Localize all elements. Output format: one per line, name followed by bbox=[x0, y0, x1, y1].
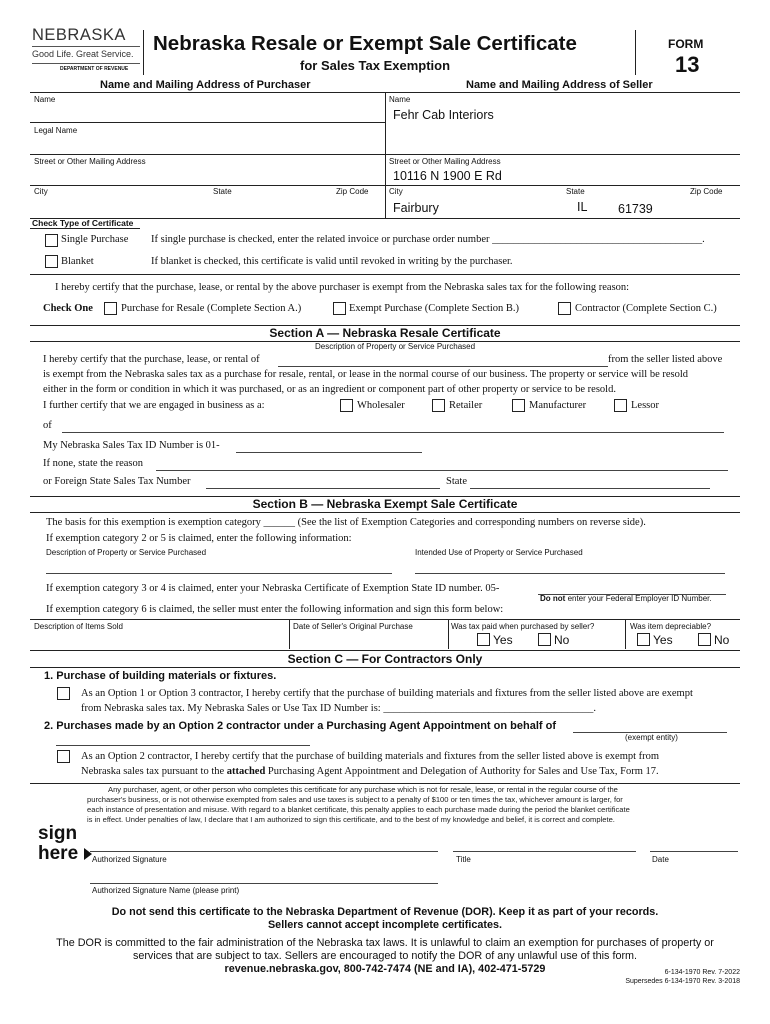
authorized-signature-label: Authorized Signature bbox=[92, 855, 167, 864]
section-c-item1-line1: As an Option 1 or Option 3 contractor, I hereby certify that the purchase of building materials and fixtures from the seller listed above are exempt bbox=[81, 688, 693, 699]
nebraska-logo bbox=[30, 26, 142, 76]
title-label: Title bbox=[456, 855, 471, 864]
seller-heading: Name and Mailing Address of Seller bbox=[466, 79, 653, 91]
header-divider-left bbox=[143, 30, 144, 75]
footer-contact: revenue.nebraska.gov, 800-742-7474 (NE and IA), 402-471-5729 bbox=[224, 963, 546, 975]
lessor-checkbox[interactable] bbox=[614, 399, 627, 412]
authorized-name-label: Authorized Signature Name (please print) bbox=[92, 886, 240, 895]
retailer-label: Retailer bbox=[449, 400, 483, 411]
blanket-text: If blanket is checked, this certificate is valid until revoked in writing by the purchaser. bbox=[151, 256, 513, 267]
seller-city-label: City bbox=[389, 187, 403, 196]
exempt-option-label: Exempt Purchase (Complete Section B.) bbox=[349, 303, 520, 314]
seller-city-field[interactable] bbox=[385, 185, 740, 218]
footer-notice-2: Sellers cannot accept incomplete certificates. bbox=[267, 919, 503, 931]
page-subtitle: for Sales Tax Exemption bbox=[300, 58, 451, 73]
footer-notice-1: Do not send this certificate to the Nebraska Department of Revenue (DOR). Keep it as part of your records. bbox=[111, 906, 659, 918]
business-of-field[interactable] bbox=[62, 432, 724, 433]
purchaser-name-field[interactable] bbox=[30, 92, 385, 122]
fein-note bbox=[540, 594, 712, 603]
single-purchase-text: If single purchase is checked, enter the related invoice or purchase order number ________________________________________. bbox=[151, 234, 705, 245]
seller-city-value: Fairbury bbox=[393, 201, 439, 215]
section-b-basis: The basis for this exemption is exemption category ______ (See the list of Exemption Categories and corresponding numbers on reverse side). bbox=[46, 517, 646, 528]
purchaser-heading: Name and Mailing Address of Purchaser bbox=[100, 79, 311, 91]
rule bbox=[30, 667, 740, 668]
property-purchased-field[interactable] bbox=[278, 366, 608, 367]
rule bbox=[289, 619, 290, 649]
seller-street-field[interactable] bbox=[385, 154, 740, 185]
reason-field[interactable] bbox=[156, 470, 728, 471]
manufacturer-label: Manufacturer bbox=[529, 400, 587, 411]
col-items-sold: Description of Items Sold bbox=[34, 622, 123, 631]
section-a-line1-pre: I hereby certify that the purchase, lease, or rental of bbox=[43, 354, 260, 365]
tax-paid-yes-label: Yes bbox=[493, 633, 513, 647]
purchaser-name-label: Name bbox=[34, 95, 56, 104]
tax-paid-yes-checkbox[interactable] bbox=[477, 633, 490, 646]
rule bbox=[30, 650, 740, 651]
col-tax-paid: Was tax paid when purchased by seller? bbox=[451, 622, 595, 631]
depreciable-no-checkbox[interactable] bbox=[698, 633, 711, 646]
footer-rev: 6-134-1970 Rev. 7-2022 bbox=[664, 969, 740, 976]
title-field[interactable] bbox=[453, 851, 636, 852]
footer-para-2: services that are subject to tax. Sellers are encouraged to notify the DOR of any unlawful use of this form. bbox=[132, 950, 638, 962]
section-b-cat34: If exemption category 3 or 4 is claimed, enter your Nebraska Certificate of Exemption State ID number. 05- bbox=[46, 583, 500, 594]
seller-zip-value: 61739 bbox=[618, 202, 653, 216]
manufacturer-checkbox[interactable] bbox=[512, 399, 525, 412]
seller-name-label: Name bbox=[389, 95, 411, 104]
header-divider-right bbox=[635, 30, 636, 75]
purchaser-city-label: City bbox=[34, 187, 48, 196]
purchaser-street-label: Street or Other Mailing Address bbox=[34, 157, 146, 166]
blanket-checkbox[interactable] bbox=[45, 255, 58, 268]
depreciable-yes-checkbox[interactable] bbox=[637, 633, 650, 646]
if-none-label: If none, state the reason bbox=[43, 458, 144, 469]
logo-text: NEBRASKA bbox=[32, 26, 126, 44]
foreign-state-field[interactable] bbox=[470, 488, 710, 489]
foreign-label: or Foreign State Sales Tax Number bbox=[43, 476, 191, 487]
exempt-entity-field-2[interactable] bbox=[56, 745, 310, 746]
section-c-item1-line2: from Nebraska sales tax. My Nebraska Sales or Use Tax ID Number is: ________________________________________. bbox=[81, 703, 596, 714]
fein-note-text: enter your Federal Employer ID Number. bbox=[567, 594, 712, 603]
section-a-heading: Section A — Nebraska Resale Certificate bbox=[269, 326, 501, 340]
exempt-entity-label: (exempt entity) bbox=[625, 733, 678, 742]
fein-note-bold: Do not bbox=[540, 594, 566, 603]
rule bbox=[30, 512, 740, 513]
option13-checkbox[interactable] bbox=[57, 687, 70, 700]
section-a-line1-post: from the seller listed above bbox=[608, 354, 723, 365]
single-purchase-label: Single Purchase bbox=[61, 234, 129, 245]
retailer-checkbox[interactable] bbox=[432, 399, 445, 412]
form-number: 13 bbox=[675, 52, 700, 77]
rule bbox=[625, 619, 626, 649]
section-a-desc-label: Description of Property or Service Purchased bbox=[315, 342, 476, 351]
section-c-item2-line2 bbox=[81, 766, 659, 777]
item2-line2-pre: Nebraska sales tax pursuant to the bbox=[81, 766, 225, 777]
section-a-line2: is exempt from the Nebraska sales tax as a purchase for resale, rental, or lease in the normal course of our business. The property or service will be resold bbox=[43, 369, 689, 380]
section-c-item2-line1: As an Option 2 contractor, I hereby certify that the purchase of building materials and fixtures from the seller listed above is exempt from bbox=[81, 751, 660, 762]
cat6-table bbox=[30, 619, 740, 649]
seller-zip-label: Zip Code bbox=[690, 187, 723, 196]
exempt-checkbox[interactable] bbox=[333, 302, 346, 315]
rule bbox=[30, 783, 740, 784]
contractor-checkbox[interactable] bbox=[558, 302, 571, 315]
date-label: Date bbox=[652, 855, 669, 864]
seller-state-value: IL bbox=[577, 200, 588, 214]
tax-id-field[interactable] bbox=[236, 452, 422, 453]
lessor-label: Lessor bbox=[631, 400, 659, 411]
tax-id-label: My Nebraska Sales Tax ID Number is 01- bbox=[43, 440, 220, 451]
resale-option-label: Purchase for Resale (Complete Section A.) bbox=[121, 303, 302, 314]
check-one-label: Check One bbox=[43, 303, 93, 314]
seller-name-field[interactable] bbox=[385, 92, 740, 154]
logo-tagline: Good Life. Great Service. bbox=[32, 49, 134, 59]
col-date-purchase: Date of Seller's Original Purchase bbox=[293, 622, 413, 631]
page-title: Nebraska Resale or Exempt Sale Certificate bbox=[153, 32, 577, 55]
here-label: here bbox=[38, 843, 79, 864]
contractor-option-label: Contractor (Complete Section C.) bbox=[575, 303, 717, 314]
logo-rule-2 bbox=[32, 63, 140, 64]
rule bbox=[30, 218, 740, 219]
cert-type-heading: Check Type of Certificate bbox=[32, 218, 134, 228]
tax-paid-no-checkbox[interactable] bbox=[538, 633, 551, 646]
footer-para-1: The DOR is committed to the fair administration of the Nebraska tax laws. It is unlawful to claim an exemption for purchases of property or bbox=[56, 937, 714, 949]
section-b-cat25: If exemption category 2 or 5 is claimed, enter the following information: bbox=[46, 533, 352, 544]
section-b-desc-label: Description of Property or Service Purchased bbox=[46, 548, 207, 557]
section-a-line4: I further certify that we are engaged in business as a: bbox=[43, 400, 265, 411]
section-c-heading: Section C — For Contractors Only bbox=[287, 652, 483, 666]
purchaser-city-field[interactable] bbox=[30, 185, 385, 218]
resale-checkbox[interactable] bbox=[104, 302, 117, 315]
seller-street-value: 10116 N 1900 E Rd bbox=[393, 169, 502, 183]
purchaser-street-field[interactable] bbox=[30, 154, 385, 185]
sign-arrow-icon bbox=[84, 848, 92, 860]
depreciable-no-label: No bbox=[714, 633, 730, 647]
wholesaler-label: Wholesaler bbox=[357, 400, 405, 411]
section-b-use-label: Intended Use of Property or Service Purchased bbox=[415, 548, 583, 557]
single-purchase-checkbox[interactable] bbox=[45, 234, 58, 247]
wholesaler-checkbox[interactable] bbox=[340, 399, 353, 412]
foreign-state-label: State bbox=[446, 476, 467, 487]
col-depreciable: Was item depreciable? bbox=[630, 622, 712, 631]
section-b-cat6: If exemption category 6 is claimed, the seller must enter the following information and sign this form below: bbox=[46, 604, 504, 615]
depreciable-yes-label: Yes bbox=[653, 633, 673, 647]
date-field[interactable] bbox=[650, 851, 738, 852]
penalty-line2: purchaser's business, or is not otherwise exempted from sales and use taxes is subject to a penalty of $100 or ten times the tax, whichever amount is larger, for bbox=[87, 795, 623, 804]
seller-state-label: State bbox=[566, 187, 585, 196]
logo-rule bbox=[32, 46, 140, 47]
sign-label: sign bbox=[38, 823, 78, 844]
purchaser-zip-label: Zip Code bbox=[336, 187, 369, 196]
footer-supersedes: Supersedes 6-134-1970 Rev. 3-2018 bbox=[625, 978, 740, 985]
option2-checkbox[interactable] bbox=[57, 750, 70, 763]
logo-dept: DEPARTMENT OF REVENUE bbox=[60, 66, 129, 72]
penalty-line3: each instance of presentation and misuse. With regard to a blanket certificate, this penalty applies to each purchase made during the period the blanket certificate bbox=[87, 805, 630, 814]
section-a-line3: either in the form or condition in which it was purchased, or as an ingredient or component part of other property or service to be resold. bbox=[43, 384, 616, 395]
section-b-heading: Section B — Nebraska Exempt Sale Certificate bbox=[252, 497, 518, 511]
rule bbox=[448, 619, 449, 649]
form-label: FORM bbox=[668, 37, 704, 51]
purchaser-legal-name-label: Legal Name bbox=[34, 126, 78, 135]
purchaser-legal-name-field[interactable] bbox=[30, 122, 385, 154]
section-c-item1-title: 1. Purchase of building materials or fixtures. bbox=[44, 670, 277, 682]
item2-line2-post: Purchasing Agent Appointment and Delegation of Authority for Sales and Use Tax, Form 17. bbox=[267, 766, 659, 777]
authorized-name-field[interactable] bbox=[90, 883, 438, 884]
penalty-line1: Any purchaser, agent, or other person who completes this certificate for any purchase which is not for resale, lease, or rental in the regular course of the bbox=[108, 785, 618, 794]
of-label: of bbox=[43, 420, 52, 431]
section-c-item2-title: 2. Purchases made by an Option 2 contractor under a Purchasing Agent Appointment on behalf of bbox=[44, 720, 556, 732]
rule bbox=[30, 228, 140, 229]
item2-attached: attached bbox=[226, 766, 266, 777]
rule bbox=[30, 274, 740, 275]
section-b-use-field[interactable] bbox=[415, 573, 725, 574]
authorized-signature-field[interactable] bbox=[90, 851, 438, 852]
foreign-number-field[interactable] bbox=[206, 488, 440, 489]
tax-paid-no-label: No bbox=[554, 633, 570, 647]
seller-street-label: Street or Other Mailing Address bbox=[389, 157, 501, 166]
certify-statement: I hereby certify that the purchase, lease, or rental by the above purchaser is exempt from the Nebraska sales tax for the following reason: bbox=[55, 282, 630, 293]
penalty-line4: is in effect. Under penalties of law, I declare that I am authorized to sign this certificate, and to the best of my knowledge and belief, it is correct and complete. bbox=[87, 815, 615, 824]
purchaser-state-label: State bbox=[213, 187, 232, 196]
seller-name-value: Fehr Cab Interiors bbox=[393, 108, 494, 122]
section-b-desc-field[interactable] bbox=[46, 573, 392, 574]
blanket-label: Blanket bbox=[61, 256, 94, 267]
